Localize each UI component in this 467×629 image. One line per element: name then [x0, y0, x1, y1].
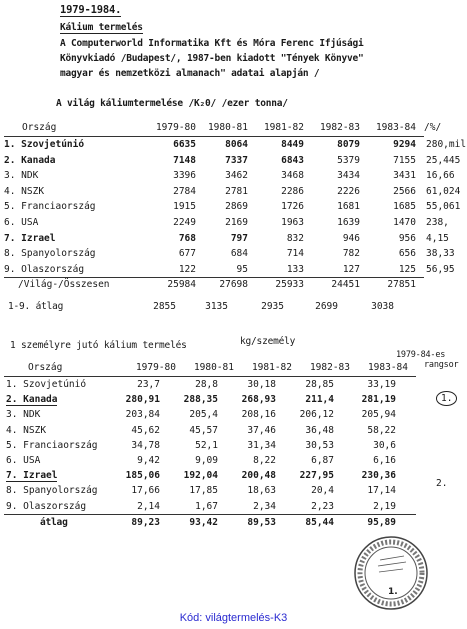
table2-average-value: 95,89 [367, 517, 396, 528]
table1-value-cell: 956 [398, 232, 416, 244]
table1-value-cell: 2226 [337, 185, 360, 197]
table2-value-cell: 30,18 [247, 379, 276, 390]
table2-row [0, 440, 467, 453]
table1-header-rule [4, 136, 424, 137]
document-title: Kálium termelés [60, 22, 143, 33]
table1-value-cell: 5379 [337, 154, 360, 166]
table1-value-cell: 8064 [225, 139, 248, 150]
table1-value-cell: 95 [236, 263, 248, 275]
table1-value-cell: 1681 [337, 201, 360, 213]
table2-value-cell: 2,23 [311, 500, 334, 512]
table1-row [0, 217, 467, 230]
table2-value-cell: 23,7 [137, 379, 160, 390]
table1-total-rule [4, 277, 424, 278]
table1-value-cell: 1726 [281, 201, 304, 213]
table2-value-cell: 268,93 [241, 394, 276, 406]
table1-average-row [0, 301, 467, 314]
table1-average-value: 3038 [371, 301, 394, 312]
table1-value-cell: 2781 [225, 185, 248, 197]
table1-country-label: 7. Izrael [4, 232, 56, 244]
table1-year-header: 1981-82 [263, 122, 304, 133]
table1-row [0, 248, 467, 261]
table1-country-label: 1. Szovjetúnió [4, 139, 85, 150]
table2-country-label: 1. Szovjetúnió [6, 379, 87, 390]
table1-country-label: /Világ-/Összesen [18, 279, 110, 291]
table1-country-label: 6. USA [4, 217, 39, 228]
table1-value-cell: 2169 [225, 217, 248, 228]
table2-rank-cell: 1. [436, 391, 457, 406]
table1-value-cell: 656 [398, 248, 416, 260]
table1-value-cell: 684 [230, 248, 248, 260]
table1-value-cell: 2566 [393, 185, 416, 197]
table1-extra-cell: 238, [426, 217, 449, 228]
table1-value-cell: 3462 [225, 170, 248, 182]
table2-value-cell: 205,94 [361, 409, 396, 421]
table1-row [0, 170, 467, 183]
table1-extra-cell: 61,024 [426, 185, 461, 197]
table1-country-label: 2. Kanada [4, 154, 56, 166]
table1-extra-cell: 55,061 [426, 201, 461, 213]
table1-value-cell: 127 [342, 263, 360, 275]
table2-value-cell: 31,34 [247, 439, 276, 451]
table2-value-cell: 2,34 [253, 500, 276, 512]
table2-value-cell: 30,53 [305, 439, 334, 451]
table2-country-label: 2. Kanada [6, 394, 58, 406]
table1-average-value: 3135 [205, 301, 228, 312]
table2-value-cell: 6,16 [373, 455, 396, 466]
table2-header-rule [4, 376, 416, 377]
table1-value-cell: 3468 [281, 170, 304, 182]
table1-value-cell: 24451 [331, 279, 360, 291]
table1-value-cell: 7148 [173, 154, 196, 166]
table1-value-cell: 3434 [337, 170, 360, 182]
table2-value-cell: 20,4 [311, 485, 334, 497]
table1-value-cell: 27851 [387, 279, 416, 291]
table2-year-header: 1982-83 [309, 362, 350, 373]
table2-average-label: átlag [40, 517, 68, 528]
table2-title: 1 személyre jutó kálium termelés [10, 340, 187, 351]
table1-value-cell: 9294 [393, 139, 416, 150]
table2-value-cell: 206,12 [299, 409, 334, 421]
table2-value-cell: 2,19 [373, 500, 396, 512]
table1-value-cell: 714 [286, 248, 304, 260]
table1-extra-cell: 25,445 [426, 154, 461, 166]
table1-value-cell: 25984 [167, 279, 196, 291]
table2-row [0, 379, 467, 392]
table2-value-cell: 227,95 [299, 470, 334, 482]
table1-value-cell: 832 [286, 232, 304, 244]
table2-average-value: 93,42 [189, 517, 218, 528]
table1-country-label: 5. Franciaország [4, 201, 96, 213]
table1-extra-cell: 56,95 [426, 263, 455, 275]
table1-year-header: 1982-83 [319, 122, 360, 133]
table1-value-cell: 2784 [173, 185, 196, 197]
archive-seal-stamp [352, 534, 430, 612]
table2-country-label: 5. Franciaország [6, 439, 98, 451]
table1-row [0, 186, 467, 199]
table1-country-header: Ország [22, 122, 57, 133]
table2-value-cell: 30,6 [373, 439, 396, 451]
table1-extra-cell: 280,mil [426, 139, 467, 150]
table2-value-cell: 9,42 [137, 455, 160, 466]
table2-average-value: 85,44 [305, 517, 334, 528]
table2-value-cell: 45,57 [189, 424, 218, 436]
table2-value-cell: 200,48 [241, 470, 276, 482]
table2-value-cell: 208,16 [241, 409, 276, 421]
table2-value-cell: 9,09 [195, 455, 218, 466]
table2-row [0, 501, 467, 514]
years-heading: 1979-1984. [60, 4, 122, 16]
table2-country-label: 8. Spanyolország [6, 485, 98, 497]
table1-value-cell: 768 [178, 232, 196, 244]
table1-average-label: 1-9. átlag [8, 301, 64, 312]
table1-year-header: 1980-81 [207, 122, 248, 133]
table2-country-label: 7. Izrael [6, 470, 58, 482]
table2-value-cell: 230,36 [361, 470, 396, 482]
table1-row [0, 139, 467, 152]
table1-row [0, 155, 467, 168]
table1-value-cell: 7155 [393, 154, 416, 166]
table1-value-cell: 1639 [337, 217, 360, 228]
table1-country-label: 4. NSZK [4, 185, 45, 197]
table2-value-cell: 185,06 [125, 470, 160, 482]
table2-year-header: 1980-81 [193, 362, 234, 373]
table1-value-cell: 2869 [225, 201, 248, 213]
table2-extra-header: 1979-84-es [396, 350, 446, 360]
table1-value-cell: 677 [178, 248, 196, 260]
table2-header-row [0, 362, 467, 375]
table1-value-cell: 3396 [173, 170, 196, 182]
table2-value-cell: 281,19 [361, 394, 396, 406]
table2-value-cell: 288,35 [183, 394, 218, 406]
table2-year-header: 1979-80 [135, 362, 176, 373]
table2-value-cell: 8,22 [253, 455, 276, 466]
table1-value-cell: 1470 [393, 217, 416, 228]
table1-value-cell: 133 [286, 263, 304, 275]
table1-value-cell: 8079 [337, 139, 360, 150]
table1-year-header: 1979-80 [155, 122, 196, 133]
table1-row [0, 279, 467, 292]
table2-value-cell: 192,04 [183, 470, 218, 482]
table2-average-value: 89,23 [131, 517, 160, 528]
table1-value-cell: 122 [178, 263, 196, 275]
table1-value-cell: 6635 [173, 139, 196, 150]
table1-row [0, 233, 467, 246]
table1-value-cell: 25933 [275, 279, 304, 291]
table1-average-value: 2699 [315, 301, 338, 312]
table2-year-header: 1981-82 [251, 362, 292, 373]
table2-extra-header: rangsor [424, 360, 459, 370]
table2-value-cell: 18,63 [247, 485, 276, 497]
table2-value-cell: 36,48 [305, 424, 334, 436]
table1-extra-cell: 4,15 [426, 232, 449, 244]
table2-value-cell: 37,46 [247, 424, 276, 436]
table2-value-cell: 280,91 [125, 394, 160, 406]
table1-header-row [0, 122, 467, 135]
table2-country-header: Ország [28, 362, 63, 373]
source-line-1: A Computerworld Informatika Kft és Móra Ferenc Ifjúsági [60, 38, 364, 49]
table1-country-label: 3. NDK [4, 170, 39, 182]
table2-bottom-rule [4, 514, 416, 515]
table2-row [0, 470, 467, 490]
table2-value-cell: 45,62 [131, 424, 160, 436]
table2-row [0, 394, 467, 407]
table2-value-cell: 52,1 [195, 439, 218, 451]
table1-value-cell: 1685 [393, 201, 416, 213]
table2-country-label: 3. NDK [6, 409, 41, 421]
table2-value-cell: 28,8 [195, 379, 218, 390]
table2-value-cell: 58,22 [367, 424, 396, 436]
table2-year-header: 1983-84 [367, 362, 408, 373]
table1-extra-header: /%/ [424, 122, 442, 133]
table1-value-cell: 946 [342, 232, 360, 244]
document-code-footer: Kód: világtermelés-K3 [179, 612, 288, 624]
table2-value-cell: 17,85 [189, 485, 218, 497]
table2-value-cell: 34,78 [131, 439, 160, 451]
table1-row [0, 264, 467, 277]
table2-average-row [0, 517, 467, 530]
table1-value-cell: 125 [398, 263, 416, 275]
table1-value-cell: 2286 [281, 185, 304, 197]
table1-country-label: 9. Olaszország [4, 263, 85, 275]
table1-value-cell: 27698 [219, 279, 248, 291]
table1-value-cell: 3431 [393, 170, 416, 182]
table2-value-cell: 6,87 [311, 455, 334, 466]
table2-row [0, 455, 467, 468]
table1-extra-cell: 16,66 [426, 170, 455, 182]
table2-average-value: 89,53 [247, 517, 276, 528]
table2-rank-cell: 2. [436, 478, 448, 490]
table1-value-cell: 6843 [281, 154, 304, 166]
stamp-number: 1. [388, 587, 398, 597]
table1-value-cell: 8449 [281, 139, 304, 150]
table2-row [0, 409, 467, 422]
table2-value-cell: 1,67 [195, 500, 218, 512]
table1-year-header: 1983-84 [375, 122, 416, 133]
table1-value-cell: 1963 [281, 217, 304, 228]
table2-country-label: 6. USA [6, 455, 41, 466]
table2-unit: kg/személy [240, 336, 296, 347]
table2-value-cell: 2,14 [137, 500, 160, 512]
table2-value-cell: 211,4 [305, 394, 334, 406]
source-line-3: magyar és nemzetközi almanach" adatai alapján / [60, 68, 320, 79]
table2-country-label: 4. NSZK [6, 424, 47, 436]
table2-row [0, 485, 467, 498]
table1-extra-cell: 38,33 [426, 248, 455, 260]
source-line-2: Könyvkiadó /Budapest/, 1987-ben kiadott "Tények Könyve" [60, 53, 364, 64]
table1-value-cell: 797 [230, 232, 248, 244]
table1-value-cell: 782 [342, 248, 360, 260]
table1-average-value: 2935 [261, 301, 284, 312]
table2-value-cell: 17,14 [367, 485, 396, 497]
table1-row [0, 201, 467, 214]
table1-value-cell: 7337 [225, 154, 248, 166]
table2-value-cell: 33,19 [367, 379, 396, 390]
table2-value-cell: 203,84 [125, 409, 160, 421]
table1-country-label: 8. Spanyolország [4, 248, 96, 260]
table1-value-cell: 2249 [173, 217, 196, 228]
table1-title: A világ káliumtermelése /K₂0/ /ezer tonna/ [56, 98, 288, 109]
table2-country-label: 9. Olaszország [6, 500, 87, 512]
table2-value-cell: 17,66 [131, 485, 160, 497]
table2-value-cell: 205,4 [189, 409, 218, 421]
table1-average-value: 2855 [153, 301, 176, 312]
table1-value-cell: 1915 [173, 201, 196, 213]
table2-value-cell: 28,85 [305, 379, 334, 390]
table2-row [0, 425, 467, 438]
